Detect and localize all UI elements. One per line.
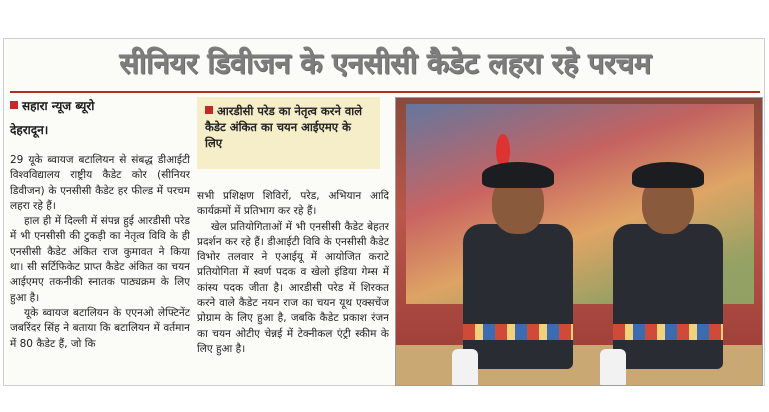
beret <box>632 162 704 188</box>
paragraph: 29 यूके ब्वायज बटालियन से संबद्ध डीआईटी विश्वविद्यालय राष्ट्रीय कैडेट कोर (सीनियर डिवीजन) के एनसीसी कैडेट हर फील्ड में परचम लहरा रहे हैं। <box>10 154 190 212</box>
newspaper-clipping <box>3 38 765 386</box>
cadet-figure-right <box>598 134 738 379</box>
headline: सीनियर डिवीजन के एनसीसी कैडेट लहरा रहे परचम <box>119 46 651 80</box>
article-column-1 <box>10 153 190 383</box>
paragraph: सभी प्रशिक्षण शिविरों, परेड, अभियान आदि कार्यक्रमों में प्रतिभाग कर रहे हैं। <box>197 190 389 218</box>
glove <box>600 349 626 386</box>
belt <box>613 324 723 340</box>
belt <box>463 324 573 340</box>
uniform <box>613 224 723 369</box>
byline-text: सहारा न्यूज ब्यूरो <box>22 99 95 113</box>
paragraph: खेल प्रतियोगिताओं में भी एनसीसी कैडेट बेहतर प्रदर्शन कर रहे हैं। डीआईटी विवि के एनसीसी कैडेट विभोर तलवार ने एआईयू में आयोजित कराटे प्रतियोगिता में स्वर्ण पदक व खेलो इंडिया गेम्स में कांस्य पदक जीता है। आरडीसी परेड में शिरकत करने वाले कैडेट नयन राज का चयन यूथ एक्सचेंज प्रोग्राम के लिए हुआ है, जबकि कैडेट प्रकाश रंजन का चयन ओटीए चेन्नई में टेक्नीकल एंट्री स्कीम के लिए हुआ है। <box>197 220 389 355</box>
headline-rule <box>10 91 760 93</box>
uniform <box>463 224 573 369</box>
article-column-2 <box>197 189 389 384</box>
dateline: देहरादून। <box>10 123 49 137</box>
paragraph: यूके ब्वायज बटालियन के एएनओ लेफ्टिनेंट जबरिंदर सिंह ने बताया कि बटालियन में वर्तमान में 80 कैडेट हैं, जो कि <box>10 306 190 350</box>
byline-bullet-icon <box>10 101 18 109</box>
callout-box <box>197 97 380 169</box>
callout-bullet-icon <box>205 106 213 114</box>
glove <box>452 349 478 386</box>
cadets-photo <box>395 97 763 386</box>
callout-text: आरडीसी परेड का नेतृत्व करने वाले कैडेट अंकित का चयन आईएमए के लिए <box>205 104 363 150</box>
cadet-figure-left <box>448 134 588 379</box>
paragraph: हाल ही में दिल्ली में संपन्न हुई आरडीसी परेड में भी एनसीसी की टुकड़ी का नेतृत्व विवि के ही एनसीसी कैडेट अंकित राज कुमावत ने किया था। सी सर्टिफिकेट प्राप्त कैडेट अंकित का चयन आईएमए तकनीकी स्नातक पाठ्यक्रम के लिए हुआ है। <box>10 215 190 304</box>
byline <box>10 97 94 114</box>
beret <box>482 162 554 188</box>
